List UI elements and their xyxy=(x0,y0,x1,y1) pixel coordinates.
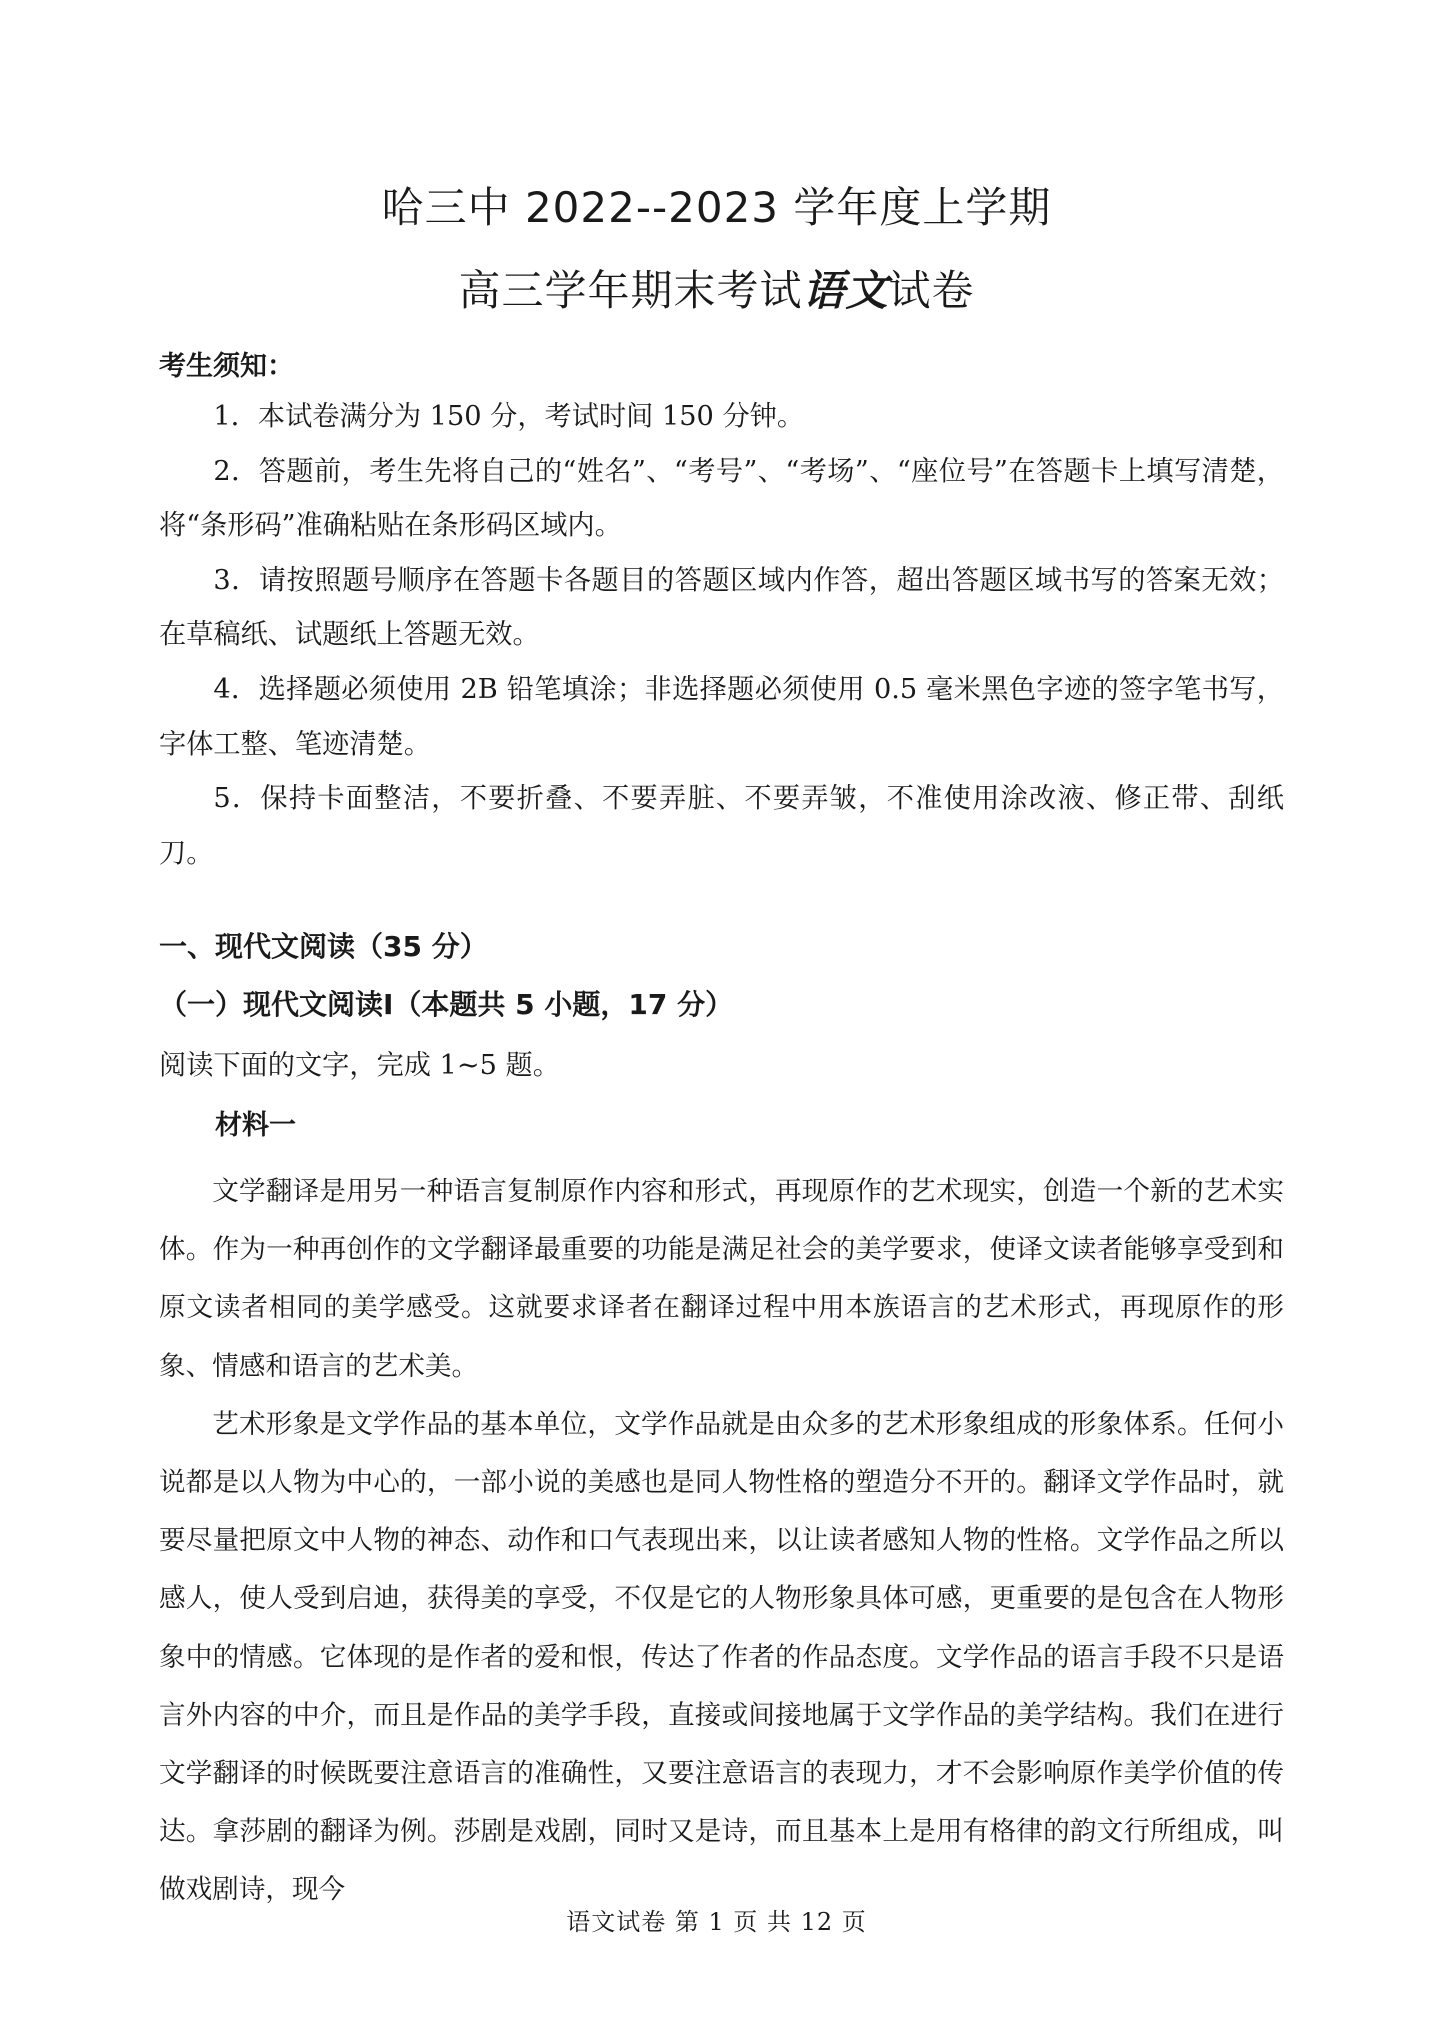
notice-item: 5．保持卡面整洁，不要折叠、不要弄脏、不要弄皱，不准使用涂改液、修正带、刮纸刀。 xyxy=(159,783,1284,869)
section-heading: 一、现代文阅读（35 分） xyxy=(159,930,488,963)
material-label: 材料一 xyxy=(215,1110,296,1141)
notice-heading: 考生须知： xyxy=(159,351,294,382)
title-subject: 语文 xyxy=(802,266,889,315)
reading-instruction: 阅读下面的文字，完成 1~5 题。 xyxy=(159,1050,560,1081)
section-subheading: （一）现代文阅读Ⅰ（本题共 5 小题，17 分） xyxy=(159,988,734,1021)
notice-item: 2．答题前，考生先将自己的“姓名”、“考号”、“考场”、“座位号”在答题卡上填写清楚，将“条形码”准确粘贴在条形码区域内。 xyxy=(159,455,1284,542)
notice-item: 3．请按照题号顺序在答题卡各题目的答题区域内作答，超出答题区域书写的答案无效；在草稿纸、试题纸上答题无效。 xyxy=(159,564,1284,651)
exam-title-line2 xyxy=(0,258,1433,318)
notice-list xyxy=(159,390,1284,881)
exam-title-line1: 哈三中 2022--2023 学年度上学期 xyxy=(381,183,1052,232)
page-footer: 语文试卷 第 1 页 共 12 页 xyxy=(566,1908,867,1936)
notice-item: 1．本试卷满分为 150 分，考试时间 150 分钟。 xyxy=(213,401,805,432)
title-prefix: 高三学年期末考试 xyxy=(458,266,803,315)
reading-passage xyxy=(159,1162,1284,1919)
title-suffix: 试卷 xyxy=(888,266,975,315)
notice-item: 4．选择题必须使用 2B 铅笔填涂；非选择题必须使用 0.5 毫米黑色字迹的签字笔书写，字体工整、笔迹清楚。 xyxy=(159,673,1284,760)
passage-paragraph: 艺术形象是文学作品的基本单位，文学作品就是由众多的艺术形象组成的形象体系。任何小说都是以人物为中心的，一部小说的美感也是同人物性格的塑造分不开的。翻译文学作品时，就要尽量把原文中人物的神态、动作和口气表现出来，以让读者感知人物的性格。文学作品之所以感人，使人受到启迪，获得美的享受，不仅是它的人物形象具体可感，更重要的是包含在人物形象中的情感。它体现的是作者的爱和恨，传达了作者的作品态度。文学作品的语言手段不只是语言外内容的中介，而且是作品的美学手段，直接或间接地属于文学作品的美学结构。我们在进行文学翻译的时候既要注意语言的准确性，又要注意语言的表现力，才不会影响原作美学价值的传达。拿莎剧的翻译为例。莎剧是戏剧，同时又是诗，而且基本上是用有格律的韵文行所组成，叫做戏剧诗，现今 xyxy=(159,1408,1284,1905)
passage-paragraph: 文学翻译是用另一种语言复制原作内容和形式，再现原作的艺术现实，创造一个新的艺术实体。作为一种再创作的文学翻译最重要的功能是满足社会的美学要求，使译文读者能够享受到和原文读者相同的美学感受。这就要求译者在翻译过程中用本族语言的艺术形式，再现原作的形象、情感和语言的艺术美。 xyxy=(159,1176,1284,1381)
